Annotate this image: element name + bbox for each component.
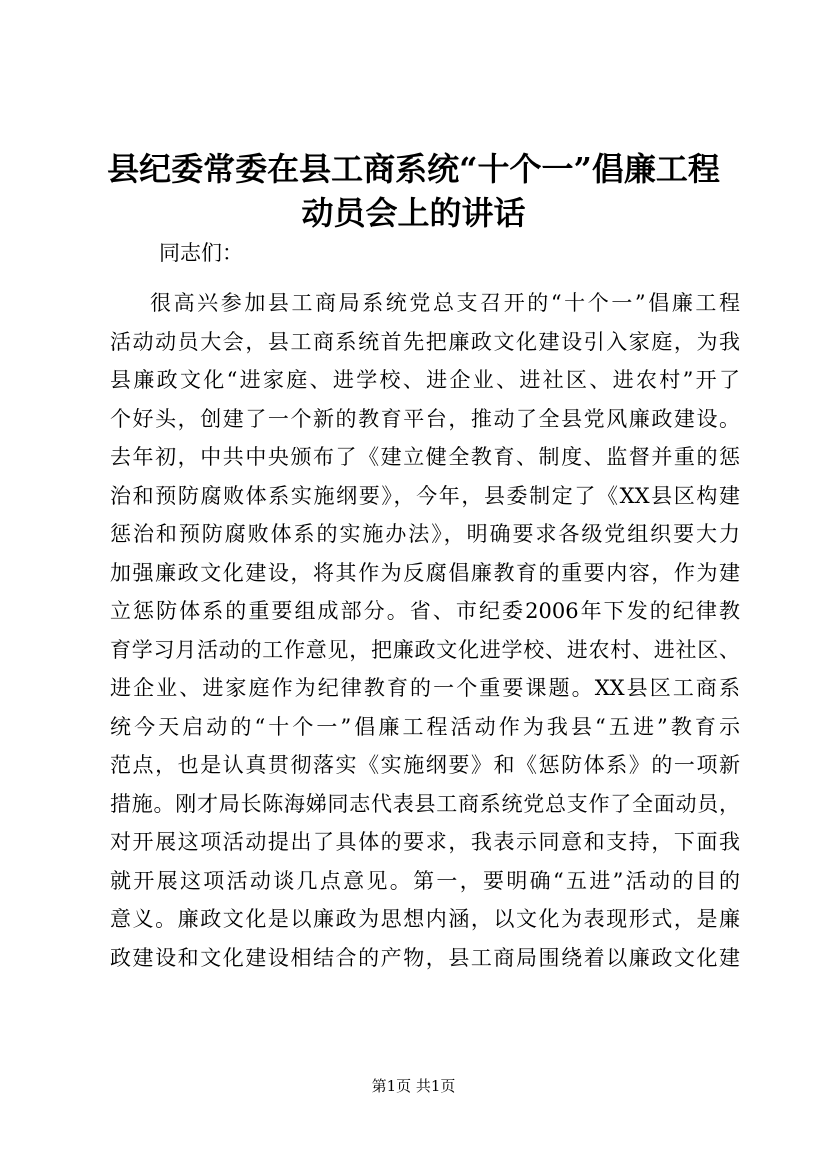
body-line: 立惩防体系的重要组成部分。省、市纪委2006年下发的纪律教 — [110, 599, 740, 623]
body-line: 活动动员大会，县工商系统首先把廉政文化建设引入家庭，为我 — [110, 329, 740, 354]
salutation: 同志们： — [159, 241, 243, 265]
speech-body — [110, 284, 740, 977]
body-line: 个好头，创建了一个新的教育平台，推动了全县党风廉政建设。 — [110, 406, 740, 431]
body-line: 去年初，中共中央颁布了《建立健全教育、制度、监督并重的惩 — [110, 445, 740, 469]
document-title-line-1: 县纪委常委在县工商系统“十个一”倡廉工程 — [107, 150, 720, 188]
body-line: 进企业、进家庭作为纪律教育的一个重要课题。XX县区工商系 — [110, 676, 740, 700]
body-line: 范点，也是认真贯彻落实《实施纲要》和《惩防体系》的一项新 — [110, 753, 740, 777]
body-line: 惩治和预防腐败体系的实施办法》，明确要求各级党组织要大力 — [110, 522, 740, 546]
body-line: 对开展这项活动提出了具体的要求，我表示同意和支持，下面我 — [110, 830, 740, 854]
document-title-line-2: 动员会上的讲话 — [301, 194, 526, 232]
body-line: 县廉政文化“进家庭、进学校、进企业、进社区、进农村”开了 — [110, 368, 740, 392]
body-line: 很高兴参加县工商局系统党总支召开的“十个一”倡廉工程 — [150, 291, 740, 315]
body-line: 加强廉政文化建设，将其作为反腐倡廉教育的重要内容，作为建 — [110, 560, 740, 585]
body-line: 就开展这项活动谈几点意见。第一，要明确“五进”活动的目的 — [110, 868, 740, 893]
body-line: 统今天启动的“十个一”倡廉工程活动作为我县“五进”教育示 — [110, 714, 740, 739]
body-line: 治和预防腐败体系实施纲要》，今年，县委制定了《XX县区构建 — [110, 483, 740, 508]
body-line: 措施。刚才局长陈海娣同志代表县工商系统党总支作了全面动员， — [110, 791, 740, 816]
page-footer: 第1页 共1页 — [371, 1077, 456, 1095]
body-line: 意义。廉政文化是以廉政为思想内涵，以文化为表现形式，是廉 — [110, 907, 740, 931]
body-line: 育学习月活动的工作意见，把廉政文化进学校、进农村、进社区、 — [110, 637, 740, 662]
body-line: 政建设和文化建设相结合的产物，县工商局围绕着以廉政文化建 — [110, 945, 740, 970]
